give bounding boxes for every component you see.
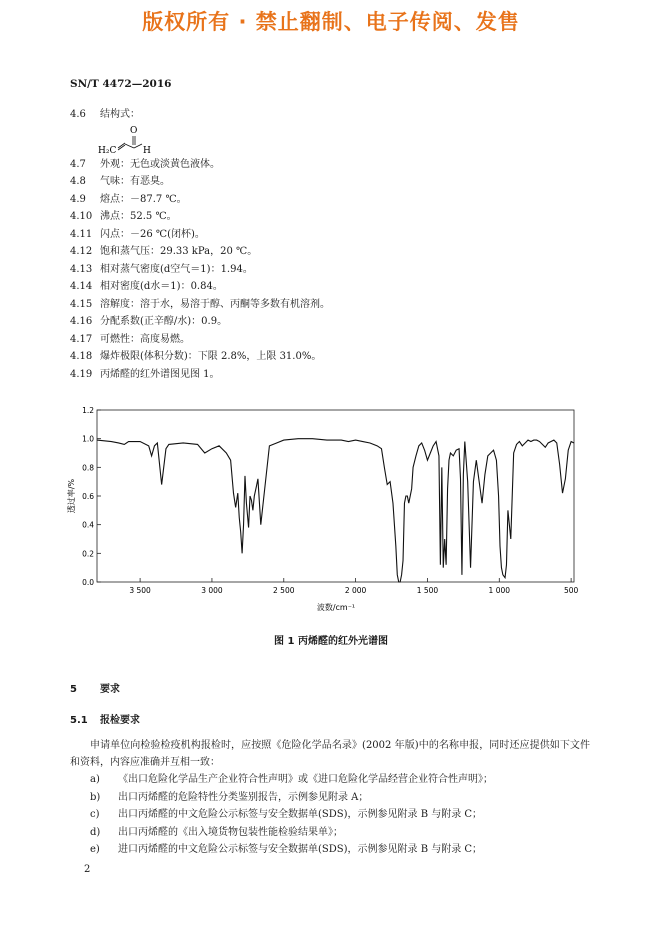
property-item [70, 313, 610, 331]
formula-hydrogen: H [143, 145, 151, 156]
list-item [90, 824, 590, 842]
list-marker: a) [90, 774, 100, 785]
subsection-number: 5.1 [70, 715, 88, 726]
y-tick-label: 0.4 [82, 520, 94, 530]
y-tick-label: 1.2 [82, 406, 94, 415]
list-item [90, 771, 590, 789]
property-list [70, 106, 610, 383]
y-tick-label: 0.6 [82, 492, 94, 501]
subsection-title: 报检要求 [100, 715, 140, 726]
item-text: 熔点：－87.7 ℃。 [100, 193, 187, 205]
item-number: 4.6 [70, 109, 86, 120]
list-text: 进口丙烯醛的中文危险公示标签与安全数据单(SDS)，示例参见附录 B 与附录 C； [118, 844, 483, 855]
acrolein-structure [98, 124, 178, 156]
x-tick-label: 3 500 [129, 586, 151, 595]
item-text: 可燃性：高度易燃。 [100, 333, 190, 345]
property-item [70, 331, 610, 349]
item-number: 4.14 [70, 281, 93, 292]
property-item [70, 348, 610, 366]
section-number: 5 [70, 684, 77, 695]
y-axis-label: 透过率/% [67, 478, 76, 514]
item-number: 4.10 [70, 211, 93, 222]
y-tick-label: 1.0 [82, 434, 94, 444]
item-number: 4.11 [70, 228, 93, 240]
section-title: 要求 [100, 684, 120, 695]
item-text: 相对密度(d水＝1)：0.84。 [100, 281, 223, 292]
item-number: 4.16 [70, 316, 93, 327]
item-text: 结构式： [100, 109, 140, 120]
item-text: 丙烯醛的红外谱图见图 1。 [100, 368, 220, 380]
item-text: 闪点：－26 ℃(闭杯)。 [100, 228, 205, 240]
x-tick-label: 1 000 [488, 586, 511, 595]
x-tick-label: 3 000 [201, 586, 223, 595]
list-item [90, 806, 590, 824]
list-text: 出口丙烯醛的危险特性分类鉴别报告，示例参见附录 A； [118, 791, 369, 803]
document-list [90, 771, 590, 859]
property-item [70, 173, 610, 191]
copyright-watermark: 版权所有 · 禁止翻制、电子传阅、发售 [142, 10, 520, 34]
property-item [70, 191, 610, 209]
list-text: 出口丙烯醛的《出入境货物包装性能检验结果单》； [118, 826, 343, 838]
item-number: 4.19 [70, 368, 93, 380]
structural-formula [98, 124, 610, 156]
x-tick-label: 500 [563, 586, 579, 595]
item-text: 外观：无色或淡黄色液体。 [100, 158, 220, 170]
y-tick-label: 0.8 [82, 463, 94, 473]
item-number: 4.17 [70, 333, 93, 345]
list-marker: e) [90, 844, 100, 855]
item-number: 4.8 [70, 176, 86, 187]
property-item [70, 226, 610, 244]
list-marker: d) [90, 826, 101, 838]
list-marker: b) [90, 791, 101, 803]
item-number: 4.7 [70, 158, 86, 170]
property-item [70, 208, 610, 226]
formula-ch2: H₂C [98, 145, 117, 156]
item-text: 饱和蒸气压：29.33 kPa，20 ℃。 [100, 246, 258, 257]
item-number: 4.9 [70, 193, 86, 205]
x-tick-label: 2 500 [273, 586, 295, 595]
section-heading [70, 680, 120, 695]
standard-code: SN/T 4472—2016 [70, 78, 172, 90]
item-text: 气味：有恶臭。 [100, 176, 170, 187]
subsection-heading [70, 711, 140, 726]
list-item [90, 841, 590, 859]
item-number: 4.13 [70, 263, 93, 275]
x-axis-label: 波数/cm⁻¹ [316, 603, 356, 612]
plot-frame [97, 410, 574, 582]
list-text: 出口丙烯醛的中文危险公示标签与安全数据单(SDS)，示例参见附录 B 与附录 C； [118, 809, 483, 820]
property-item [70, 278, 610, 296]
spectrum-line [97, 439, 574, 582]
item-text: 沸点：52.5 ℃。 [100, 211, 177, 222]
property-item [70, 156, 610, 174]
formula-oxygen: O [130, 125, 138, 136]
ir-spectrum-svg [60, 404, 580, 616]
property-item [70, 261, 610, 279]
list-item [90, 789, 590, 807]
axis-ticks [82, 406, 578, 595]
property-item [70, 296, 610, 314]
list-text: 《出口危险化学品生产企业符合性声明》或《进口危险化学品经营企业符合性声明》； [118, 774, 493, 785]
property-item [70, 106, 610, 124]
x-tick-label: 2 000 [344, 586, 367, 595]
page-number: 2 [84, 864, 91, 875]
item-number: 4.12 [70, 246, 93, 257]
item-number: 4.18 [70, 351, 93, 362]
item-text: 相对蒸气密度(d空气＝1)：1.94。 [100, 263, 253, 275]
item-text: 爆炸极限(体积分数)：下限 2.8%，上限 31.0%。 [100, 351, 322, 362]
list-marker: c) [90, 809, 100, 820]
property-item [70, 366, 610, 384]
y-tick-label: 0.2 [82, 549, 94, 559]
ir-spectrum-chart [60, 404, 580, 616]
property-item [70, 243, 610, 261]
body-paragraph: 申请单位向检验检疫机构报检时，应按照《危险化学品名录》(2002 年版)中的名称申报，同时还应提供如下文件和资料，内容应准确并互相一致： [70, 740, 590, 768]
item-text: 溶解度：溶于水，易溶于醇、丙酮等多数有机溶剂。 [100, 298, 330, 310]
y-tick-label: 0.0 [82, 578, 94, 587]
item-number: 4.15 [70, 298, 93, 310]
x-tick-label: 1 500 [416, 586, 439, 595]
figure-caption: 图 1 丙烯醛的红外光谱图 [274, 636, 388, 647]
item-text: 分配系数(正辛醇/水)：0.9。 [100, 316, 228, 327]
